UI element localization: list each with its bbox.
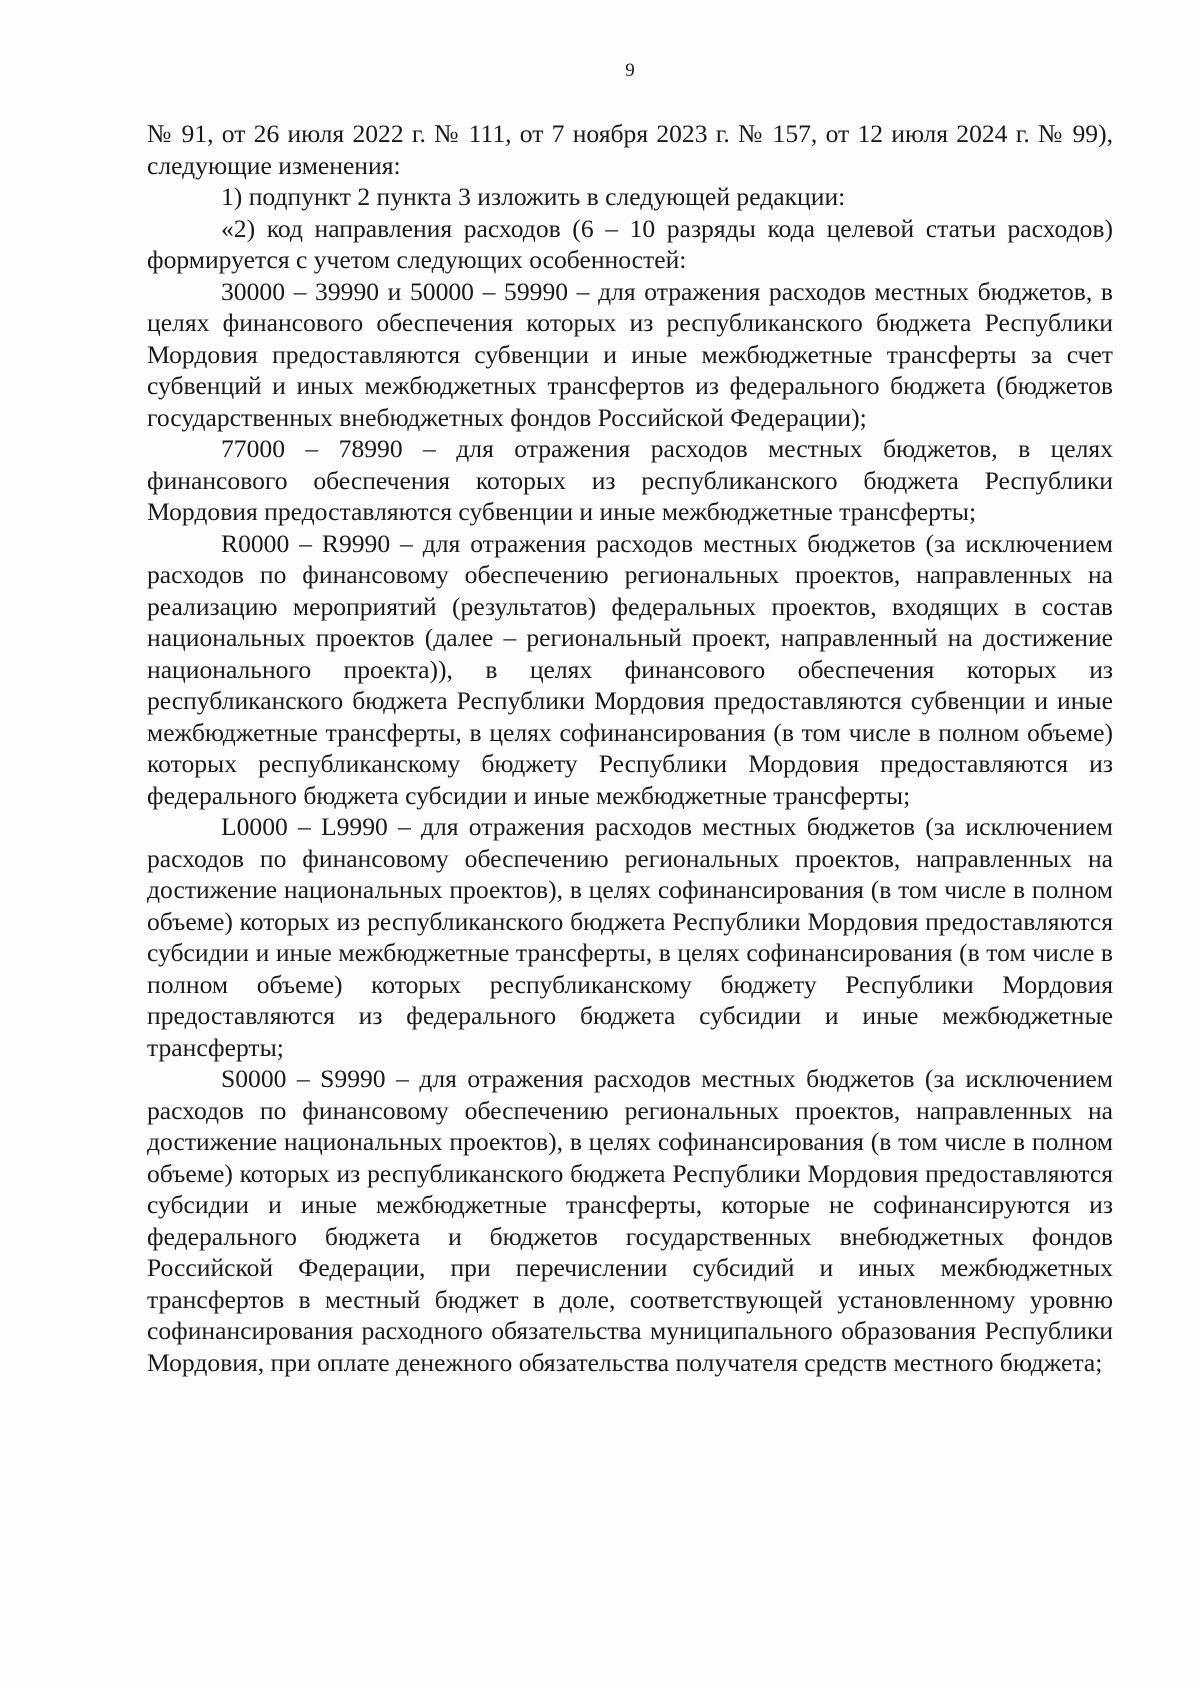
document-body <box>147 118 1113 1378</box>
paragraph-code-30000: 30000 – 39990 и 50000 – 59990 – для отражения расходов местных бюджетов, в целях финансового обеспечения которых из республиканского бюджета Республики Мордовия предоставляются субвенции и иные межбюджетные трансферты за счет субвенций и иных межбюджетных трансфертов из федерального бюджета (бюджетов государственных внебюджетных фондов Российской Федерации); <box>147 276 1113 432</box>
paragraph-new-wording: «2) код направления расходов (6 – 10 разряды кода целевой статьи расходов) формируется с учетом следующих особенностей: <box>147 213 1113 274</box>
paragraph-continuation: № 91, от 26 июля 2022 г. № 111, от 7 ноября 2023 г. № 157, от 12 июля 2024 г. № 99), следующие изменения: <box>147 119 1113 180</box>
paragraph-subitem-1: 1) подпункт 2 пункта 3 изложить в следующей редакции: <box>221 182 846 211</box>
paragraph-code-r0000: R0000 – R9990 – для отражения расходов местных бюджетов (за исключением расходов по финансовому обеспечению региональных проектов, направленных на реализацию мероприятий (результатов) федеральных проектов, входящих в состав национальных проектов (далее – региональный проект, направленный на достижение национального проекта)), в целях финансового обеспечения которых из республиканского бюджета Республики Мордовия предоставляются субвенции и иные межбюджетные трансферты, в целях софинансирования (в том числе в полном объеме) которых республиканскому бюджету Республики Мордовия предоставляются из федерального бюджета субсидии и иные межбюджетные трансферты; <box>147 528 1113 810</box>
paragraph-code-s0000: S0000 – S9990 – для отражения расходов местных бюджетов (за исключением расходов по финансовому обеспечению региональных проектов, направленных на достижение национальных проектов), в целях софинансирования (в том числе в полном объеме) которых из республиканского бюджета Республики Мордовия предоставляются субсидии и иные межбюджетные трансферты, которые не софинансируются из федерального бюджета и бюджетов государственных внебюджетных фондов Российской Федерации, при перечислении субсидий и иных межбюджетных трансфертов в местный бюджет в доле, соответствующей установленному уровню софинансирования расходного обязательства муниципального образования Республики Мордовия, при оплате денежного обязательства получателя средств местного бюджета; <box>147 1064 1113 1377</box>
paragraph-code-l0000: L0000 – L9990 – для отражения расходов местных бюджетов (за исключением расходов по финансовому обеспечению региональных проектов, направленных на достижение национальных проектов), в целях софинансирования (в том числе в полном объеме) которых из республиканского бюджета Республики Мордовия предоставляются субсидии и иные межбюджетные трансферты, в целях софинансирования (в том числе в полном объеме) которых республиканскому бюджету Республики Мордовия предоставляются из федерального бюджета субсидии и иные межбюджетные трансферты; <box>147 812 1113 1062</box>
paragraph-code-77000: 77000 – 78990 – для отражения расходов местных бюджетов, в целях финансового обеспечения которых из республиканского бюджета Республики Мордовия предоставляются субвенции и иные межбюджетные трансферты; <box>147 434 1113 526</box>
page-number: 9 <box>625 60 635 81</box>
